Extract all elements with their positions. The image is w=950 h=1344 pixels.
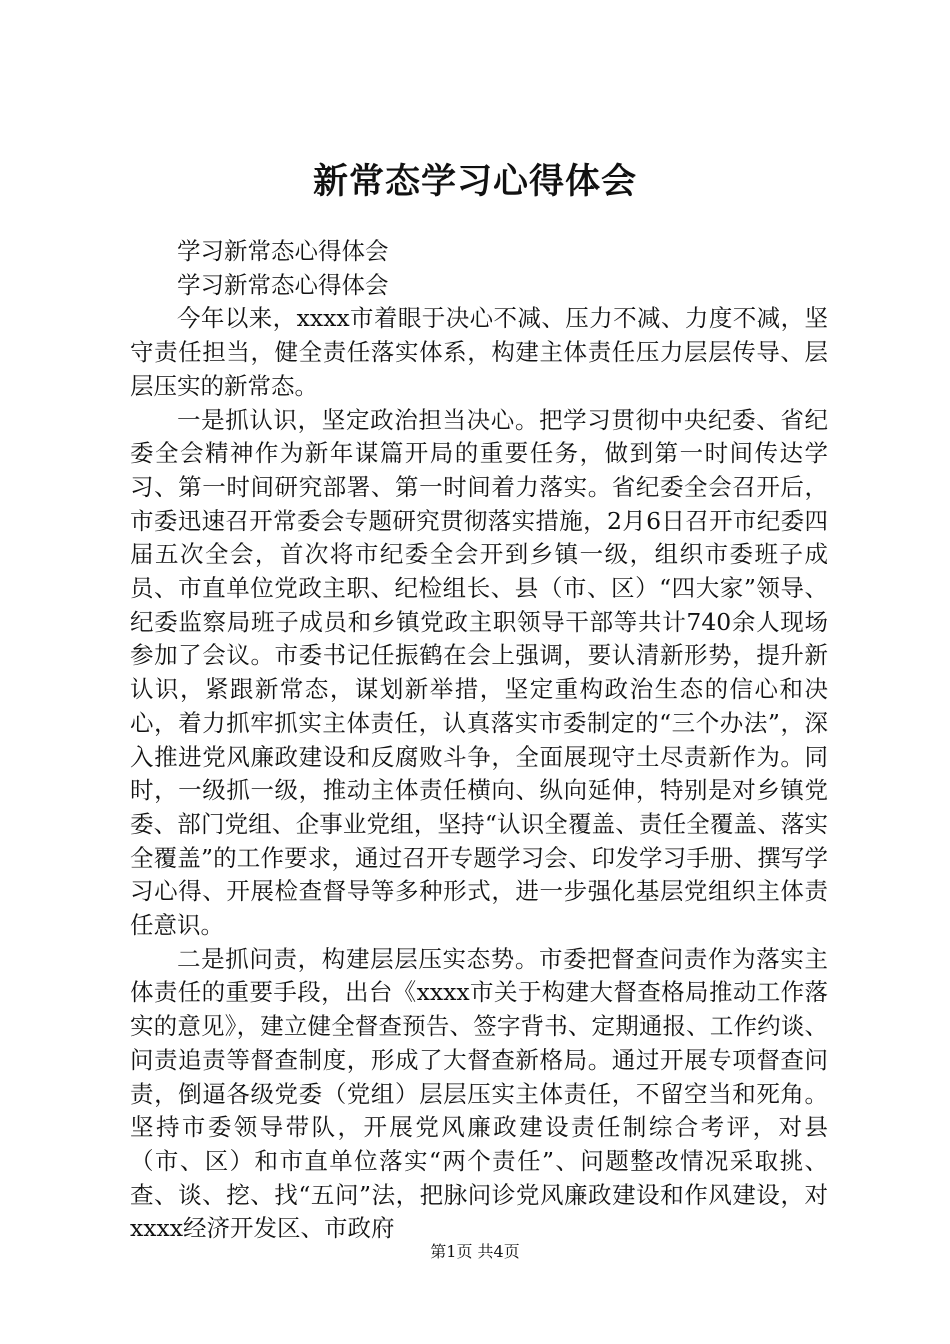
body-paragraph: 一是抓认识，坚定政治担当决心。把学习贯彻中央纪委、省纪委全会精神作为新年谋篇开局的重要任务，做到第一时间传达学习、第一时间研究部署、第一时间着力落实。省纪委全会召开后，市委迅速召开常委会专题研究贯彻落实措施，2月6日召开市纪委四届五次全会，首次将市纪委全会开到乡镇一级，组织市委班子成员、市直单位党政主职、纪检组长、县（市、区）“四大家”领导、纪委监察局班子成员和乡镇党政主职领导干部等共计740余人现场参加了会议。市委书记任振鹤在会上强调，要认清新形势，提升新认识，紧跟新常态，谋划新举措，坚定重构政治生态的信心和决心，着力抓牢抓实主体责任，认真落实市委制定的“三个办法”，深入推进党风廉政建设和反腐败斗争，全面展现守土尽责新作为。同时，一级抓一级，推动主体责任横向、纵向延伸，特别是对乡镇党委、部门党组、企事业党组，坚持“认识全覆盖、责任全覆盖、落实全覆盖”的工作要求，通过召开专题学习会、印发学习手册、撰写学习心得、开展检查督导等多种形式，进一步强化基层党组织主体责任意识。: [130, 405, 828, 940]
document-body: [130, 235, 828, 1246]
page-title: 新常态学习心得体会: [312, 161, 637, 202]
subtitle-line: 学习新常态心得体会: [177, 237, 389, 265]
page-number-footer: 第1页 共4页: [430, 1242, 520, 1261]
body-paragraph: 今年以来，xxxx市着眼于决心不减、压力不减、力度不减，坚守责任担当，健全责任落实体系，构建主体责任压力层层传导、层层压实的新常态。: [130, 304, 828, 400]
subtitle-line: 学习新常态心得体会: [177, 270, 389, 299]
body-paragraph: 二是抓问责，构建层层压实态势。市委把督查问责作为落实主体责任的重要手段，出台《xxxx市关于构建大督查格局推动工作落实的意见》，建立健全督查预告、签字背书、定期通报、工作约谈、问责追责等督查制度，形成了大督查新格局。通过开展专项督查问责，倒逼各级党委（党组）层层压实主体责任，不留空当和死角。坚持市委领导带队，开展党风廉政建设责任制综合考评，对县（市、区）和市直单位落实“两个责任”、问题整改情况采取挑、查、谈、挖、找“五问”法，把脉问诊党风廉政建设和作风建设，对xxxx经济开发区、市政府: [130, 944, 828, 1243]
